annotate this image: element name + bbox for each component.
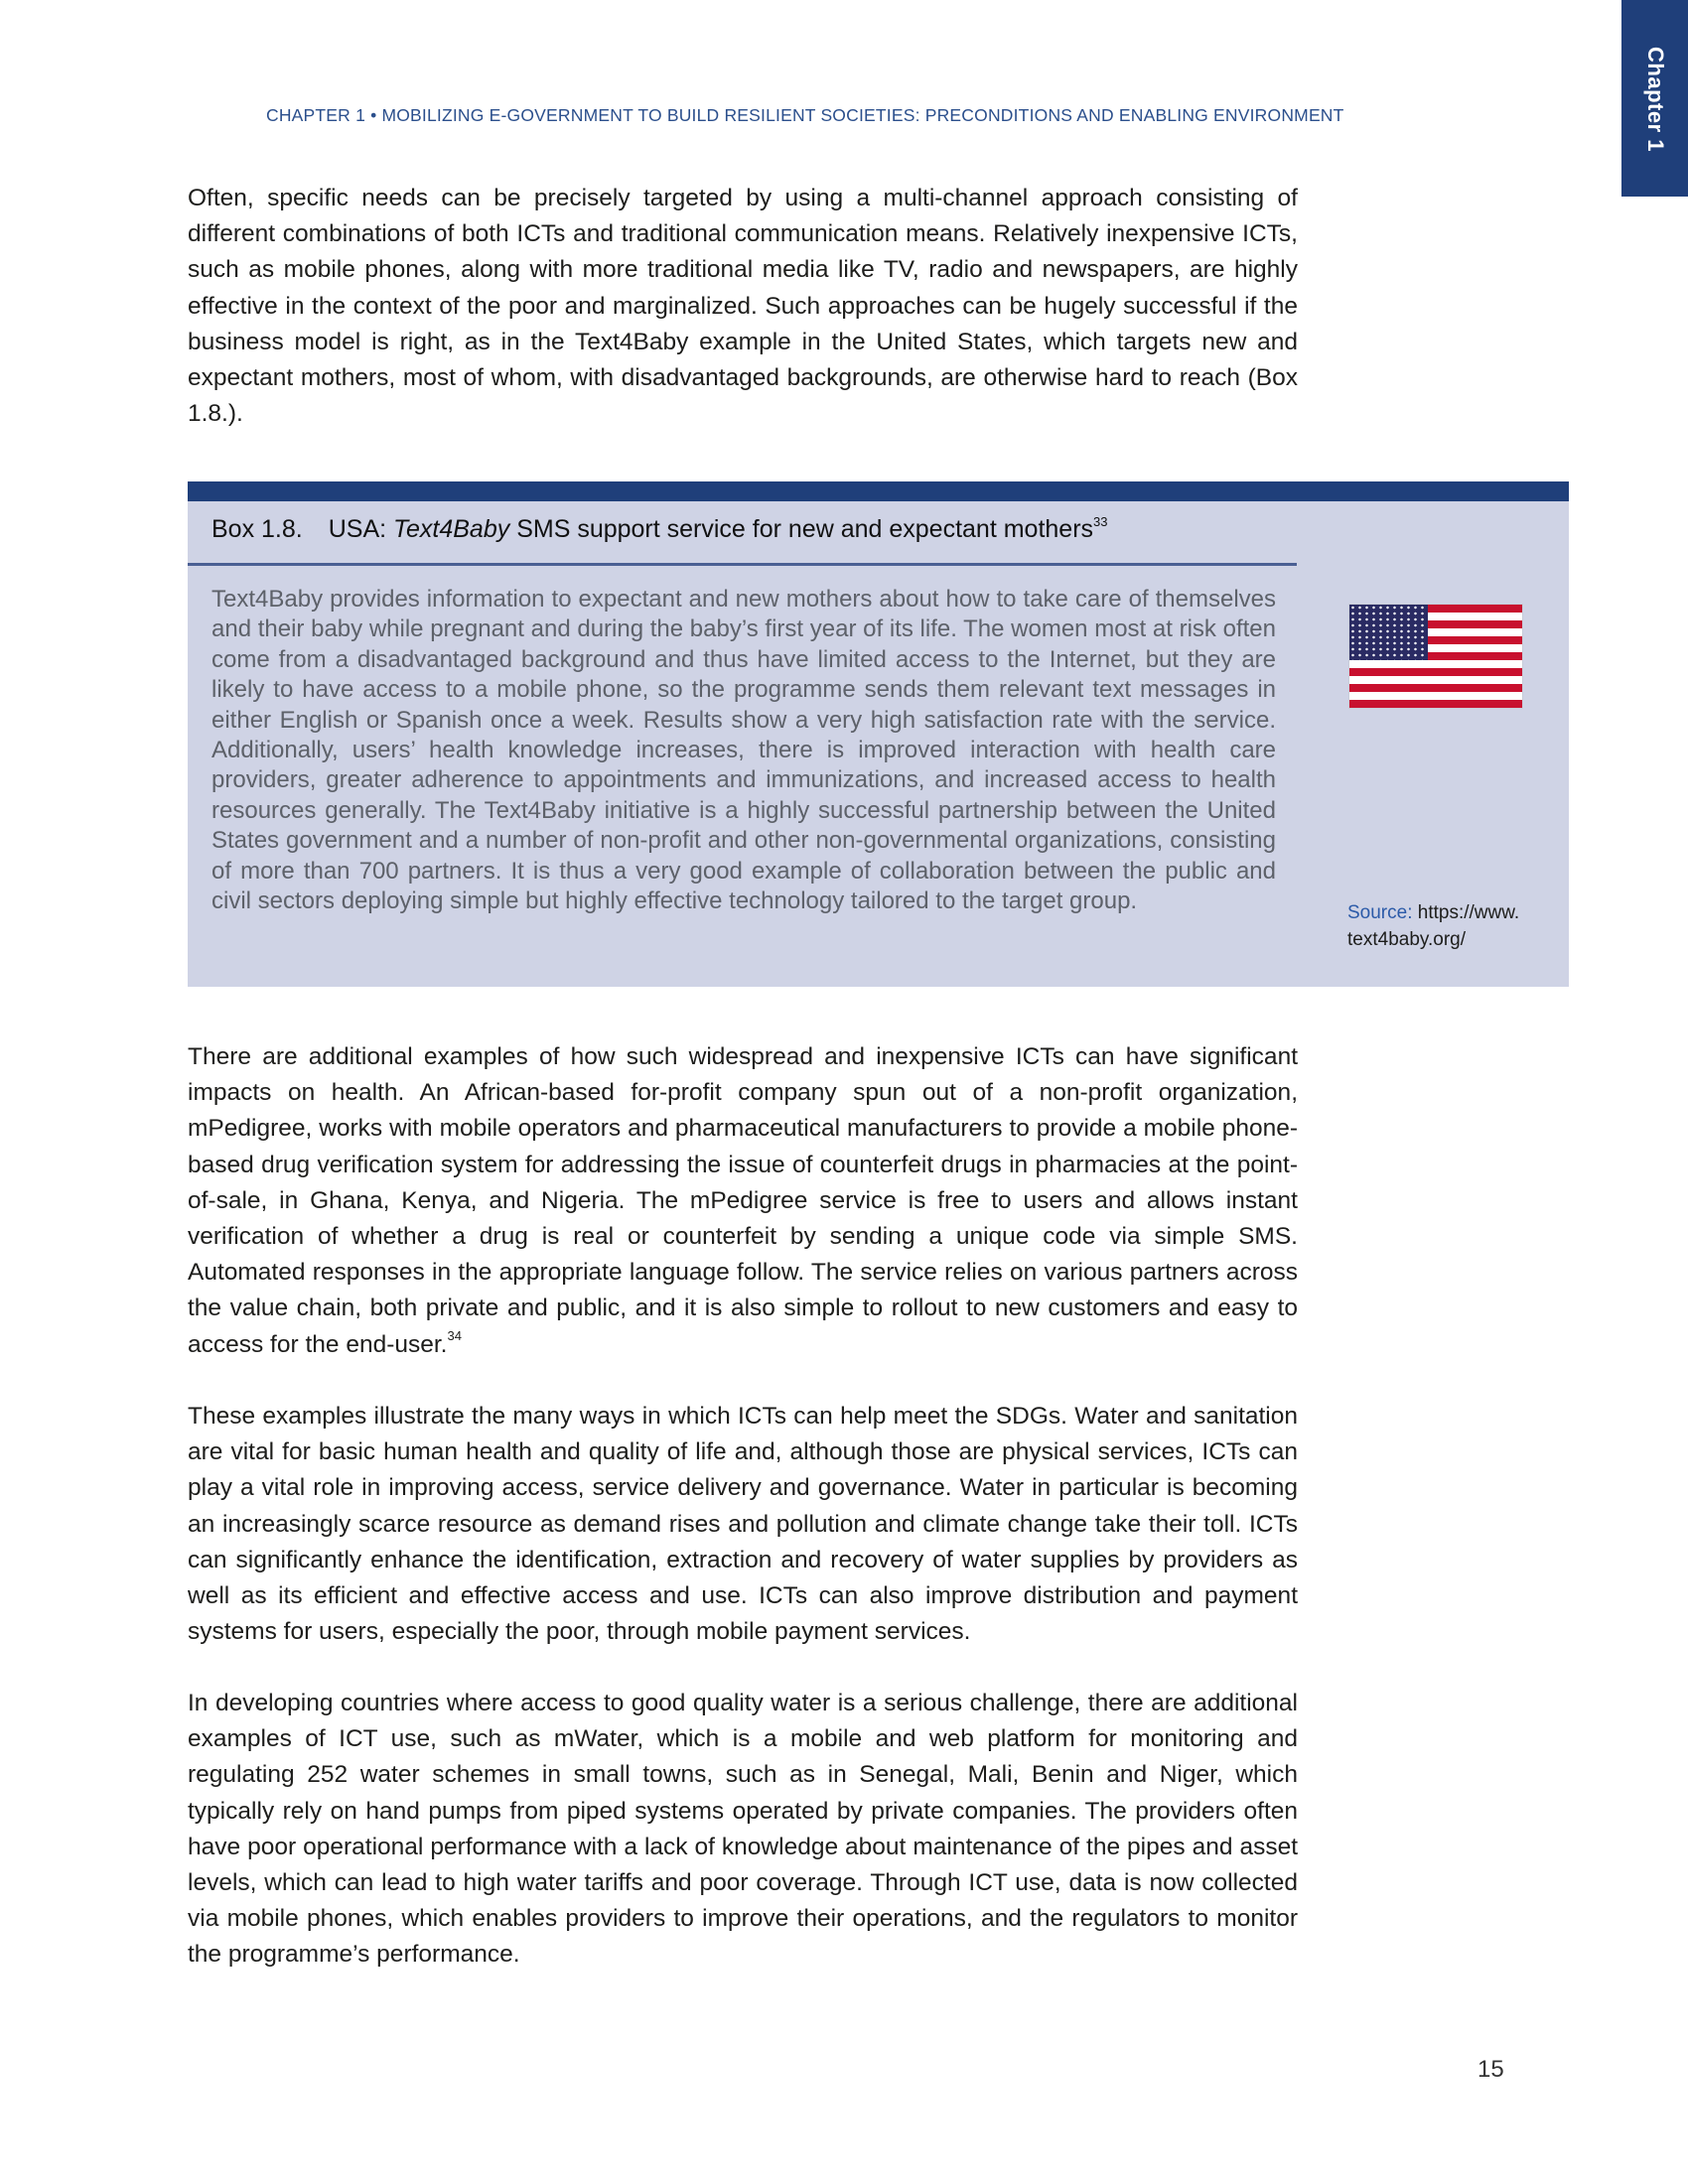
paragraph-sdgs-water: These examples illustrate the many ways in which ICTs can help meet the SDGs. Water and sanitation are vital for basic human health and quality of life and, although those are physical services, ICTs can play a vital role in improving access, service delivery and governance. Water in particular is becoming an increasingly scarce resource as demand rises and pollution and climate change take their toll. ICTs can significantly enhance the identification, extraction and recovery of water supplies by providers as well as its efficient and effective access and use. ICTs can also improve distribution and payment systems for users, especially the poor, through mobile payment services. [188,1403,1298,1646]
usa-flag-image [1348,604,1523,709]
paragraph-mpedigree [188,1039,1298,1363]
chapter-tab [1621,0,1688,197]
source-url-part1[interactable]: https://www. [1412,902,1520,923]
source-url-part2[interactable]: text4baby.org/ [1347,929,1467,950]
page-number: 15 [1477,2056,1504,2083]
box-title-suffix: SMS support service for new and expectant mothers [509,515,1094,543]
box-body-text: Text4Baby provides information to expectant and new mothers about how to take care of themselves and their baby while pregnant and during the baby’s first year of its life. The women most at risk often come from a disadvantaged background and thus have limited access to the Internet, but they are likely to have access to a mobile phone, so the programme sends them relevant text messages in either English or Spanish once a week. Results show a very high satisfaction rate with the service. Additionally, users’ health knowledge increases, there is improved interaction with health care providers, greater adherence to appointments and immunizations, and increased access to health resources generally. The Text4Baby initiative is a highly successful partnership between the United States government and a number of non-profit and other non-governmental organizations, consisting of more than 700 partners. It is thus a very good example of collaboration between the public and civil sectors deploying simple but highly effective technology tailored to the target group. [211,586,1276,915]
running-header: CHAPTER 1 • MOBILIZING E-GOVERNMENT TO BUILD RESILIENT SOCIETIES: PRECONDITIONS AND ENABLING ENVIRONMENT [266,105,1344,125]
box-top-bar [188,481,1569,501]
box-title-prefix: USA: [328,515,394,543]
paragraph-mwater: In developing countries where access to good quality water is a serious challenge, there are additional examples of ICT use, such as mWater, which is a mobile and web platform for monitoring and regulating 252 water schemes in small towns, such as in Senegal, Mali, Benin and Niger, which typically rely on hand pumps from piped systems operated by private companies. The providers often have poor operational performance with a lack of knowledge about maintenance of the pipes and asset levels, which can lead to high water tariffs and poor coverage. Through ICT use, data is now collected via mobile phones, which enables providers to improve their operations, and the regulators to monitor the programme’s performance. [188,1690,1298,1969]
box-number: Box 1.8. [211,515,303,543]
box-title-italic: Text4Baby [393,515,510,543]
footnote-34: 34 [447,1328,462,1344]
box-title-divider [188,563,1297,566]
paragraph-multichannel: Often, specific needs can be precisely targeted by using a multi-channel approach consisting of different combinations of both ICTs and traditional communication means. Relatively inexpensive ICTs, such as mobile phones, along with more traditional media like TV, radio and newspapers, are highly effective in the context of the poor and marginalized. Such approaches can be hugely successful if the business model is right, as in the Text4Baby example in the United States, which targets new and expectant mothers, most of whom, with disadvantaged backgrounds, are otherwise hard to reach (Box 1.8.). [188,185,1298,428]
box-source [1347,899,1519,953]
paragraph-mpedigree-text: There are additional examples of how such widespread and inexpensive ICTs can have significant impacts on health. An African-based for-profit company spun out of a non-profit organization, mPedigree, works with mobile operators and pharmaceutical manufacturers to provide a mobile phone-based drug verification system for addressing the issue of counterfeit drugs in pharmacies at the point-of-sale, in Ghana, Kenya, and Nigeria. The mPedigree service is free to users and allows instant verification of whether a drug is real or counterfeit by sending a unique code via simple SMS. Automated responses in the appropriate language follow. The service relies on various partners across the value chain, both private and public, and it is also simple to rollout to new customers and easy to access for the end-user. [188,1043,1298,1358]
chapter-tab-label: Chapter 1 [1642,47,1668,152]
flag-canton-stars [1349,605,1428,660]
source-label: Source: [1347,902,1413,923]
box-title-footnote: 33 [1093,513,1108,529]
box-1-8 [188,501,1569,987]
box-title [211,515,1108,544]
